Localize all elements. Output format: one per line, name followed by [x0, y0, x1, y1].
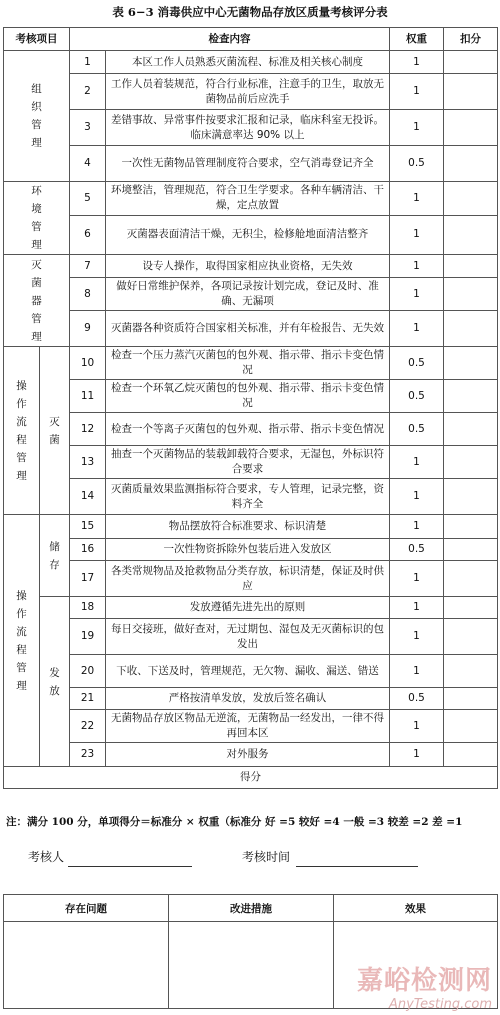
- item-deduct-cell[interactable]: [444, 347, 498, 380]
- item-deduct-cell[interactable]: [444, 110, 498, 146]
- table-row: [4, 255, 498, 278]
- item-weight: 0.5: [390, 688, 444, 710]
- item-deduct-cell[interactable]: [444, 278, 498, 311]
- watermark: [357, 960, 492, 1012]
- item-weight: 0.5: [390, 380, 444, 413]
- item-weight: 1: [390, 710, 444, 743]
- item-number: 23: [70, 743, 106, 767]
- table-row: [4, 688, 498, 710]
- item-deduct-cell[interactable]: [444, 311, 498, 347]
- item-weight: 1: [390, 74, 444, 110]
- item-deduct-cell[interactable]: [444, 255, 498, 278]
- item-content: 一次性物资拆除外包装后进入发放区: [106, 539, 390, 561]
- item-content: 环境整洁，管理规范，符合卫生学要求。各种车辆清洁、干燥，定点放置: [106, 182, 390, 216]
- item-content: 严格按清单发放，发放后签名确认: [106, 688, 390, 710]
- measure-cell[interactable]: [169, 922, 334, 1009]
- item-deduct-cell[interactable]: [444, 182, 498, 216]
- item-weight: 1: [390, 655, 444, 688]
- item-content: 抽查一个灭菌物品的装载卸载符合要求，无湿包，外标识符合要求: [106, 446, 390, 479]
- table-row: [4, 347, 498, 380]
- item-deduct-cell[interactable]: [444, 688, 498, 710]
- item-number: 12: [70, 413, 106, 446]
- item-content: 下收、下送及时，管理规范，无欠物、漏收、漏送、错送: [106, 655, 390, 688]
- item-deduct-cell[interactable]: [444, 743, 498, 767]
- watermark-en: AnyTesting.com: [388, 997, 492, 1012]
- item-number: 9: [70, 311, 106, 347]
- item-number: 21: [70, 688, 106, 710]
- item-deduct-cell[interactable]: [444, 710, 498, 743]
- table-row: [4, 597, 498, 619]
- item-content: 物品摆放符合标准要求、标识清楚: [106, 515, 390, 539]
- item-weight: 1: [390, 215, 444, 254]
- item-number: 15: [70, 515, 106, 539]
- item-number: 8: [70, 278, 106, 311]
- item-weight: 1: [390, 515, 444, 539]
- item-weight: 0.5: [390, 539, 444, 561]
- item-number: 11: [70, 380, 106, 413]
- item-weight: 1: [390, 51, 444, 74]
- item-content: 一次性无菌物品管理制度符合要求，空气消毒登记齐全: [106, 146, 390, 182]
- header-deduct: 扣分: [444, 28, 498, 51]
- item-weight: 1: [390, 311, 444, 347]
- table-row: [4, 215, 498, 254]
- item-deduct-cell[interactable]: [444, 74, 498, 110]
- item-weight: 1: [390, 743, 444, 767]
- table-row: [4, 655, 498, 688]
- table-row: [4, 74, 498, 110]
- item-number: 2: [70, 74, 106, 110]
- subcategory-op2_sub2: 发 放: [40, 597, 70, 767]
- subcategory-op1_sub: 灭 菌: [40, 347, 70, 515]
- item-content: 检查一个等离子灭菌包的包外观、指示带、指示卡变色情况: [106, 413, 390, 446]
- item-content: 工作人员着装规范，符合行业标准，注意手的卫生，取放无菌物品前后应洗手: [106, 74, 390, 110]
- item-number: 10: [70, 347, 106, 380]
- table-row: [4, 413, 498, 446]
- table-row: [4, 710, 498, 743]
- table-header-row: [4, 28, 498, 51]
- table-row: [4, 311, 498, 347]
- table-title: 表 6−3 消毒供应中心无菌物品存放区质量考核评分表: [112, 5, 388, 19]
- item-deduct-cell[interactable]: [444, 215, 498, 254]
- item-content: 每日交接班，做好查对，无过期包、湿包及无灭菌标识的包发出: [106, 619, 390, 655]
- item-weight: 1: [390, 110, 444, 146]
- category-op1: 操 作 流 程 管 理: [4, 347, 40, 515]
- item-number: 16: [70, 539, 106, 561]
- table-row: [4, 539, 498, 561]
- header-problem: 存在问题: [4, 895, 169, 922]
- table-row: [4, 446, 498, 479]
- assessment-table: [3, 27, 498, 789]
- item-number: 7: [70, 255, 106, 278]
- table-row: [4, 182, 498, 216]
- item-content: 灭菌质量效果监测指标符合要求，专人管理，记录完整，资料齐全: [106, 479, 390, 515]
- table-row: [4, 515, 498, 539]
- item-number: 20: [70, 655, 106, 688]
- table-row: [4, 146, 498, 182]
- table-row: [4, 743, 498, 767]
- item-content: 本区工作人员熟悉灭菌流程、标准及相关核心制度: [106, 51, 390, 74]
- table-row: [4, 380, 498, 413]
- header-weight: 权重: [390, 28, 444, 51]
- item-weight: 0.5: [390, 347, 444, 380]
- category-sterilizer: 灭 菌 器 管 理: [4, 255, 70, 347]
- item-deduct-cell[interactable]: [444, 561, 498, 597]
- item-number: 14: [70, 479, 106, 515]
- item-content: 灭菌器表面清洁干燥，无积尘，检修舱地面清洁整齐: [106, 215, 390, 254]
- item-weight: 0.5: [390, 146, 444, 182]
- item-number: 6: [70, 215, 106, 254]
- item-deduct-cell[interactable]: [444, 146, 498, 182]
- item-weight: 1: [390, 278, 444, 311]
- item-number: 13: [70, 446, 106, 479]
- scoring-note: 注：满分 100 分，单项得分＝标准分 × 权重（标准分 好 =5 较好 =4 一般 =3 较差 =2 差 =1: [6, 816, 463, 828]
- item-weight: 1: [390, 446, 444, 479]
- item-weight: 0.5: [390, 413, 444, 446]
- item-content: 对外服务: [106, 743, 390, 767]
- table-row: [4, 278, 498, 311]
- item-number: 22: [70, 710, 106, 743]
- category-env: 环 境 管 理: [4, 182, 70, 255]
- item-weight: 1: [390, 597, 444, 619]
- item-number: 19: [70, 619, 106, 655]
- item-number: 5: [70, 182, 106, 216]
- item-content: 差错事故、异常事件按要求汇报和记录，临床科室无投诉。临床满意率达 90% 以上: [106, 110, 390, 146]
- header-effect: 效果: [334, 895, 498, 922]
- item-weight: 1: [390, 479, 444, 515]
- assessee-line[interactable]: [68, 866, 192, 867]
- table-row: [4, 561, 498, 597]
- header-measure: 改进措施: [169, 895, 334, 922]
- table-row: [4, 479, 498, 515]
- item-content: 检查一个环氧乙烷灭菌包的包外观、指示带、指示卡变色情况: [106, 380, 390, 413]
- item-content: 灭菌器各种资质符合国家相关标准，并有年检报告、无失效: [106, 311, 390, 347]
- item-deduct-cell[interactable]: [444, 539, 498, 561]
- table-row: [4, 110, 498, 146]
- score-label: 得分: [4, 767, 498, 789]
- item-deduct-cell[interactable]: [444, 413, 498, 446]
- table-row: [4, 51, 498, 74]
- watermark-cn: 嘉峪检测网: [356, 966, 492, 996]
- item-number: 17: [70, 561, 106, 597]
- item-weight: 1: [390, 561, 444, 597]
- item-weight: 1: [390, 255, 444, 278]
- item-content: 发放遵循先进先出的原则: [106, 597, 390, 619]
- item-deduct-cell[interactable]: [444, 380, 498, 413]
- item-deduct-cell[interactable]: [444, 479, 498, 515]
- table-row: [4, 619, 498, 655]
- score-row: [4, 767, 498, 789]
- item-deduct-cell[interactable]: [444, 515, 498, 539]
- item-deduct-cell[interactable]: [444, 655, 498, 688]
- item-number: 18: [70, 597, 106, 619]
- assess-time-label: 考核时间: [242, 850, 291, 864]
- item-content: 检查一个压力蒸汽灭菌包的包外观、指示带、指示卡变色情况: [106, 347, 390, 380]
- problem-cell[interactable]: [4, 922, 169, 1009]
- item-number: 1: [70, 51, 106, 74]
- header-category: 考核项目: [4, 28, 70, 51]
- item-deduct-cell[interactable]: [444, 51, 498, 74]
- assessee-label: 考核人: [28, 850, 65, 864]
- header-content: 检查内容: [70, 28, 390, 51]
- category-org: 组 织 管 理: [4, 51, 70, 182]
- assess-time-line[interactable]: [296, 866, 418, 867]
- item-weight: 1: [390, 619, 444, 655]
- item-weight: 1: [390, 182, 444, 216]
- item-content: 无菌物品存放区物品无逆流，无菌物品一经发出，一律不得再回本区: [106, 710, 390, 743]
- item-content: 各类常规物品及抢救物品分类存放，标识清楚，保证及时供应: [106, 561, 390, 597]
- item-deduct-cell[interactable]: [444, 446, 498, 479]
- item-number: 4: [70, 146, 106, 182]
- category-op2: 操 作 流 程 管 理: [4, 515, 40, 767]
- subcategory-op2_sub1: 储 存: [40, 515, 70, 597]
- item-number: 3: [70, 110, 106, 146]
- item-content: 设专人操作，取得国家相应执业资格，无失效: [106, 255, 390, 278]
- item-deduct-cell[interactable]: [444, 619, 498, 655]
- item-deduct-cell[interactable]: [444, 597, 498, 619]
- item-content: 做好日常维护保养，各项记录按计划完成，登记及时、准确、无漏项: [106, 278, 390, 311]
